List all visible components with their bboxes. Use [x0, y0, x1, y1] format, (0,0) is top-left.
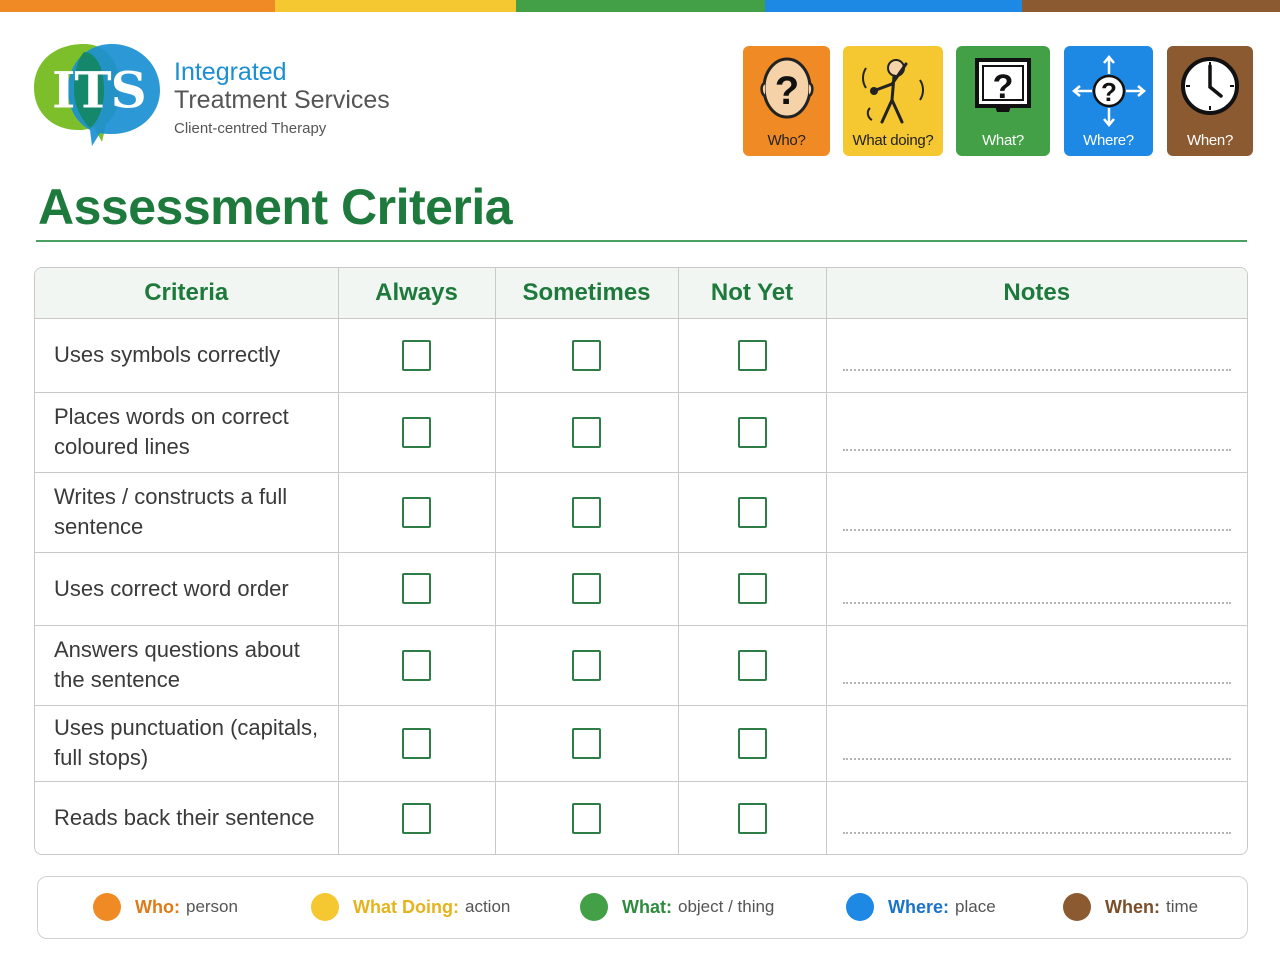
symbol-when	[1167, 46, 1253, 156]
legend-item-where	[846, 877, 996, 937]
top-bar-orange	[0, 0, 275, 12]
logo-mark: ITS	[52, 60, 146, 120]
header-notes: Notes	[826, 268, 1247, 318]
svg-text:?: ?	[992, 68, 1014, 106]
notes-dotted-line	[843, 682, 1232, 684]
legend-key: What:	[622, 896, 672, 917]
symbol-who	[743, 46, 830, 156]
assessment-table	[34, 267, 1248, 855]
criteria-cell: Reads back their sentence	[35, 781, 338, 855]
table-row	[35, 625, 1247, 705]
notes-field[interactable]	[826, 781, 1247, 855]
logo-integrated: Integrated	[174, 58, 287, 86]
always-checkbox[interactable]	[402, 340, 431, 371]
question-box-icon	[973, 54, 1033, 114]
top-bar-blue	[765, 0, 1022, 12]
orange-dot-icon	[93, 893, 121, 921]
sometimes-checkbox[interactable]	[572, 573, 601, 604]
not-yet-checkbox[interactable]	[738, 497, 767, 528]
notes-field[interactable]	[826, 552, 1247, 625]
page-title: Assessment Criteria	[38, 179, 513, 235]
table-row	[35, 392, 1247, 472]
criteria-cell: Uses symbols correctly	[35, 318, 338, 392]
criteria-cell: Writes / constructs a full sentence	[35, 472, 338, 552]
always-checkbox[interactable]	[402, 497, 431, 528]
person-question-icon	[759, 54, 815, 126]
table-row	[35, 705, 1247, 781]
table-header-row	[35, 268, 1247, 318]
legend-item-who	[93, 877, 238, 937]
legend-value: action	[464, 897, 511, 916]
notes-field[interactable]	[826, 705, 1247, 781]
always-checkbox[interactable]	[402, 573, 431, 604]
legend-key: Where:	[888, 896, 950, 917]
symbol-who-label: Who?	[767, 132, 806, 149]
legend-value: time	[1165, 897, 1199, 916]
top-bar-green	[516, 0, 765, 12]
sometimes-checkbox[interactable]	[572, 650, 601, 681]
svg-text:?: ?	[1100, 77, 1117, 107]
sometimes-checkbox[interactable]	[572, 728, 601, 759]
not-yet-checkbox[interactable]	[738, 417, 767, 448]
logo-tagline: Client-centred Therapy	[174, 120, 327, 137]
notes-field[interactable]	[826, 472, 1247, 552]
always-checkbox[interactable]	[402, 728, 431, 759]
symbol-when-label: When?	[1186, 132, 1234, 149]
symbol-what	[956, 46, 1050, 156]
top-bar-brown	[1022, 0, 1280, 12]
brown-dot-icon	[1063, 893, 1091, 921]
legend-key: When:	[1105, 896, 1160, 917]
not-yet-checkbox[interactable]	[738, 650, 767, 681]
notes-dotted-line	[843, 602, 1232, 604]
legend-value: object / thing	[677, 897, 775, 916]
header-sometimes: Sometimes	[495, 268, 678, 318]
stick-figure-action-icon	[858, 54, 928, 128]
not-yet-checkbox[interactable]	[738, 340, 767, 371]
criteria-cell: Answers questions about the sentence	[35, 625, 338, 705]
symbol-where-label: Where?	[1083, 132, 1134, 149]
notes-dotted-line	[843, 758, 1232, 760]
legend-item-when	[1063, 877, 1198, 937]
notes-field[interactable]	[826, 625, 1247, 705]
header-always: Always	[338, 268, 495, 318]
not-yet-checkbox[interactable]	[738, 803, 767, 834]
sometimes-checkbox[interactable]	[572, 497, 601, 528]
legend-key: What Doing:	[353, 896, 459, 917]
criteria-cell: Uses correct word order	[35, 552, 338, 625]
legend-value: person	[185, 897, 238, 916]
its-logo	[32, 38, 412, 148]
criteria-cell: Places words on correct coloured lines	[35, 392, 338, 472]
yellow-dot-icon	[311, 893, 339, 921]
top-color-bar	[0, 0, 1280, 12]
location-arrows-icon	[1071, 54, 1147, 128]
notes-dotted-line	[843, 449, 1232, 451]
always-checkbox[interactable]	[402, 803, 431, 834]
sometimes-checkbox[interactable]	[572, 417, 601, 448]
symbol-what-doing-label: What doing?	[852, 132, 934, 149]
always-checkbox[interactable]	[402, 417, 431, 448]
svg-text:?: ?	[774, 69, 799, 113]
sometimes-checkbox[interactable]	[572, 340, 601, 371]
legend-key: Who:	[135, 896, 180, 917]
notes-field[interactable]	[826, 392, 1247, 472]
header-not-yet: Not Yet	[678, 268, 826, 318]
green-dot-icon	[580, 893, 608, 921]
logo-treatment-services: Treatment Services	[174, 86, 390, 114]
notes-field[interactable]	[826, 318, 1247, 392]
blue-dot-icon	[846, 893, 874, 921]
clock-icon	[1180, 54, 1240, 116]
color-legend	[37, 876, 1248, 939]
notes-dotted-line	[843, 529, 1232, 531]
notes-dotted-line	[843, 369, 1232, 371]
table-row	[35, 318, 1247, 392]
title-divider	[36, 240, 1247, 242]
legend-item-what-doing	[311, 877, 510, 937]
not-yet-checkbox[interactable]	[738, 573, 767, 604]
symbol-what-label: What?	[982, 132, 1024, 149]
table-row	[35, 552, 1247, 625]
sometimes-checkbox[interactable]	[572, 803, 601, 834]
table-row	[35, 472, 1247, 552]
legend-item-what	[580, 877, 774, 937]
always-checkbox[interactable]	[402, 650, 431, 681]
legend-value: place	[955, 897, 996, 916]
notes-dotted-line	[843, 832, 1232, 834]
symbol-what-doing	[843, 46, 943, 156]
symbol-where	[1064, 46, 1153, 156]
criteria-cell: Uses punctuation (capitals, full stops)	[35, 705, 338, 781]
top-bar-yellow	[275, 0, 516, 12]
table-row	[35, 781, 1247, 855]
header-criteria: Criteria	[35, 268, 338, 318]
not-yet-checkbox[interactable]	[738, 728, 767, 759]
